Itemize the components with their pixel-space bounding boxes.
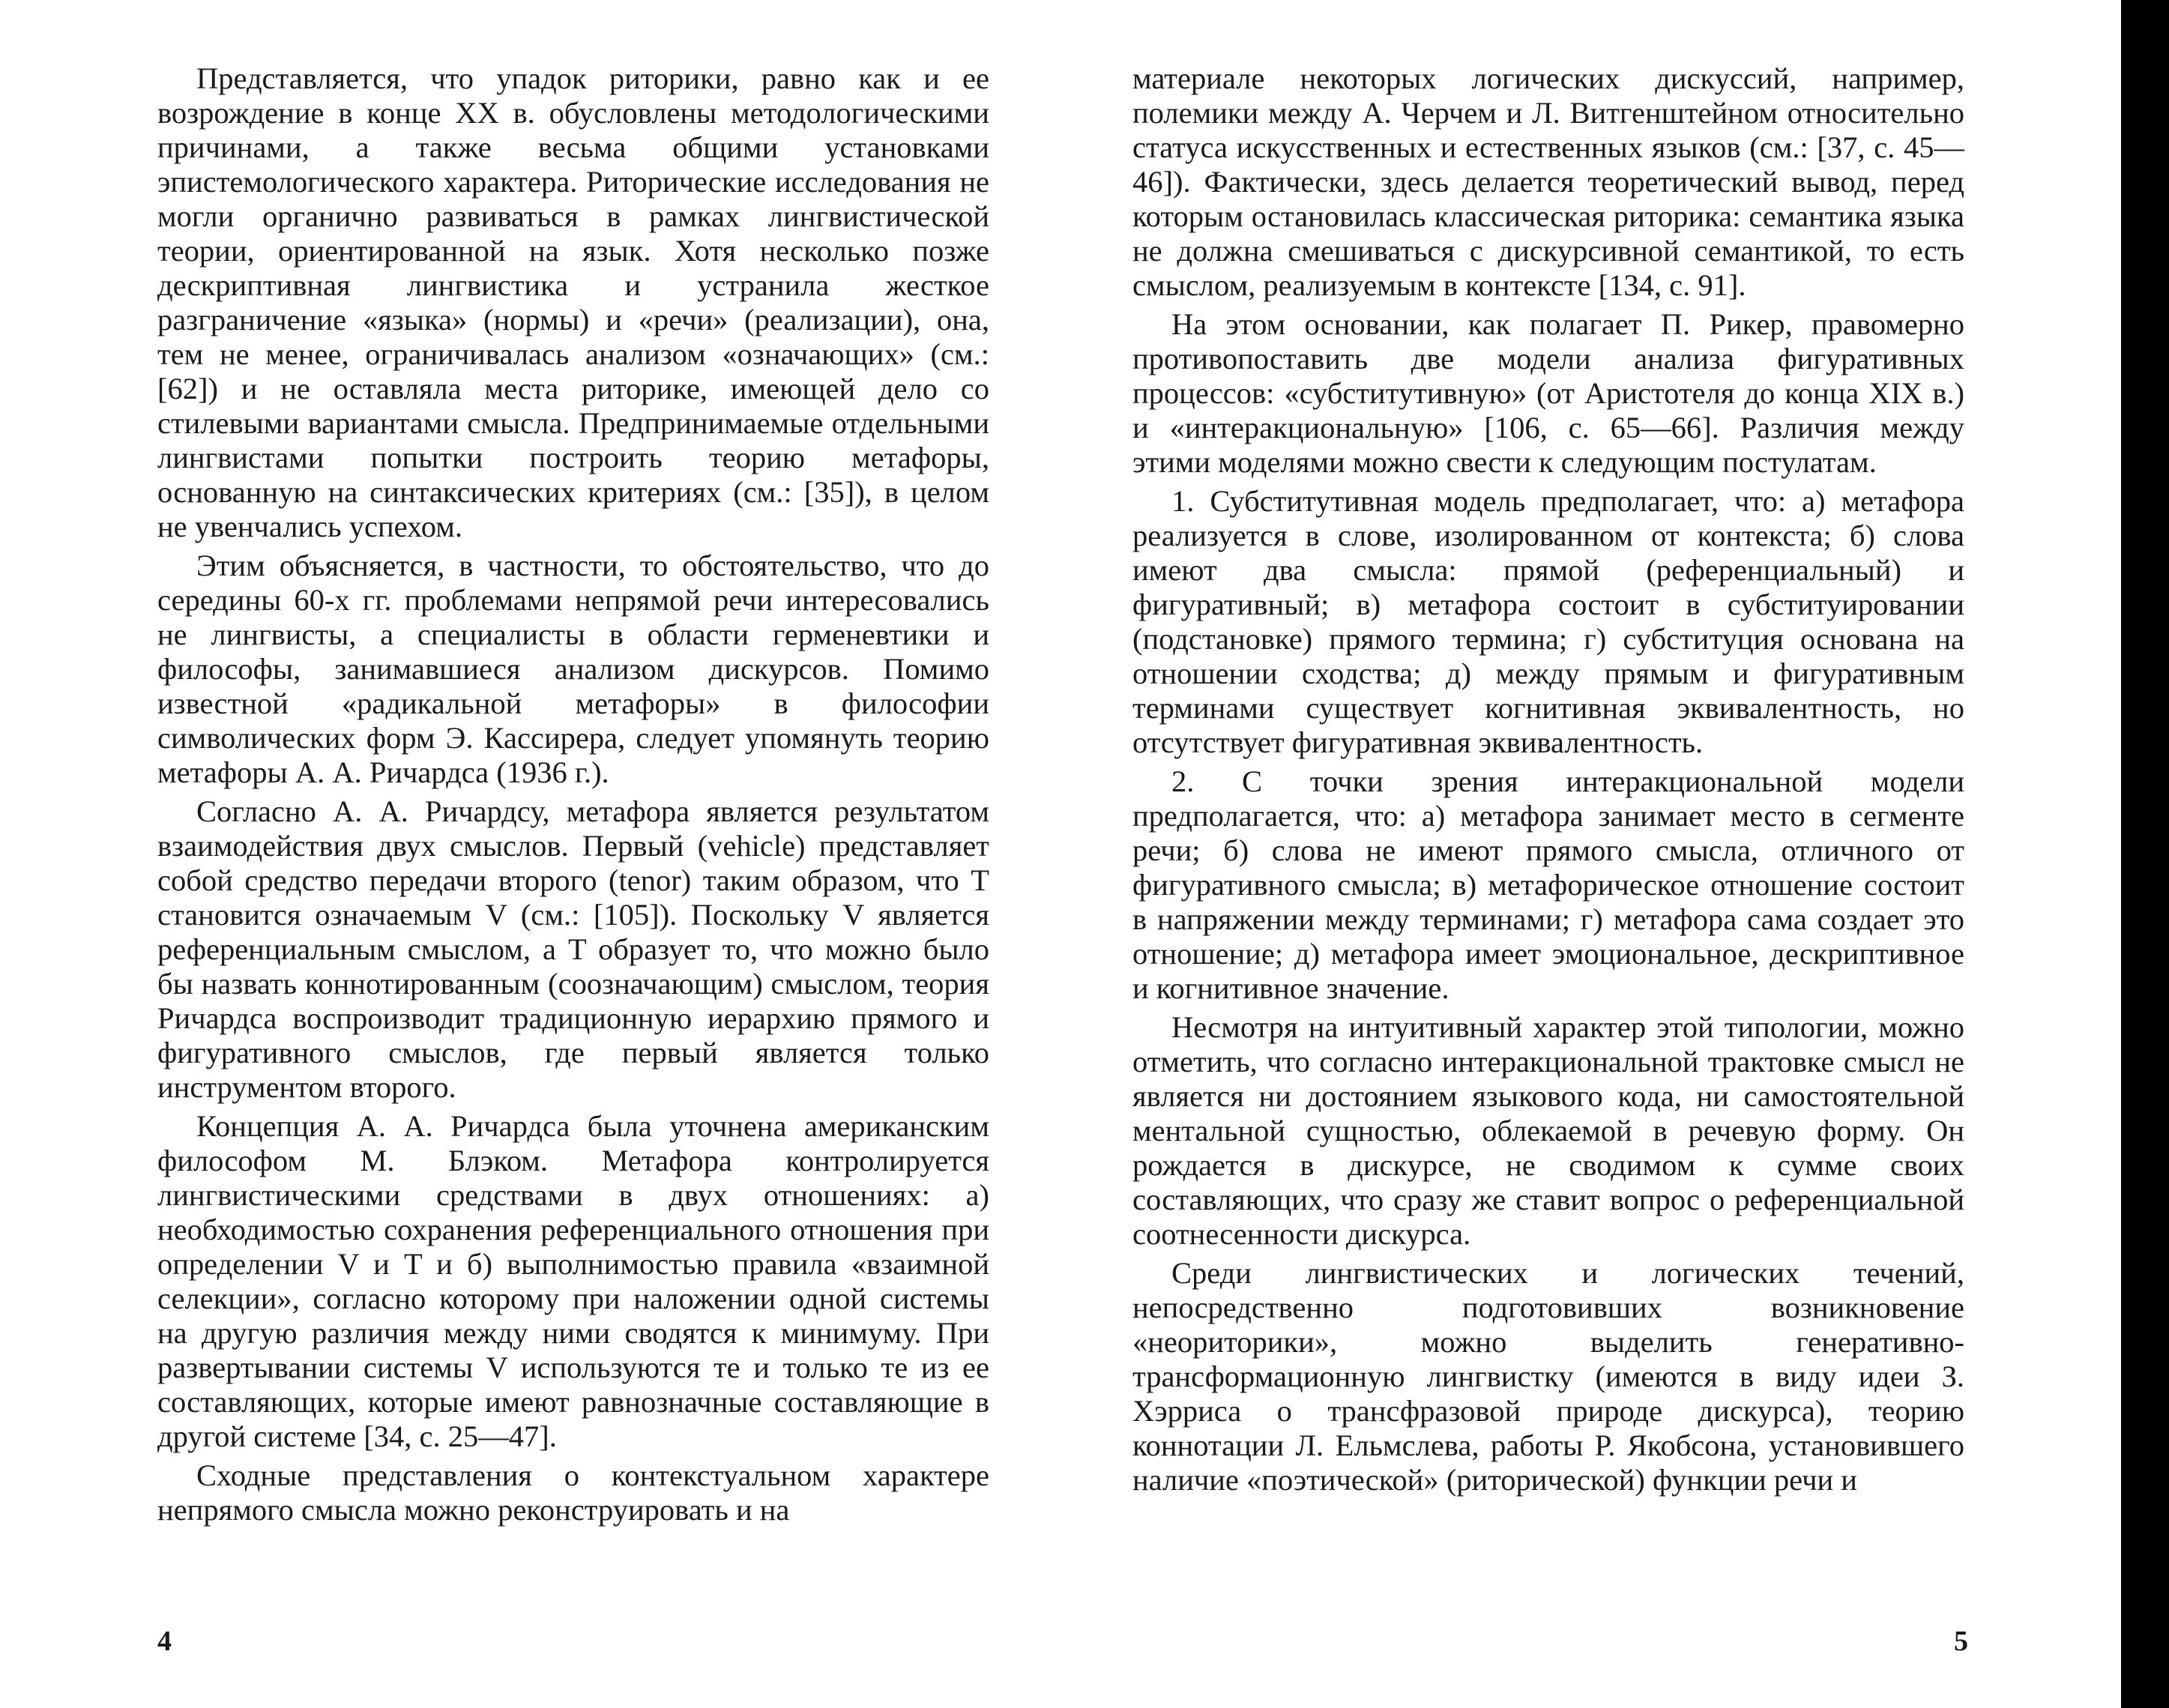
right-page-number: 5 [1954, 1626, 1968, 1657]
right-paragraph-4: 2. С точки зрения интеракциональной модели предполагается, что: а) метафора занимает место в сегменте речи; б) слова не имеют прямого смысла, отличного от фигуративного смысла; в) метафорическое отношение состоит в напряжении между терминами; г) метафора сама создает это отношение; д) метафора имеет эмоциональное, дескриптивное и когнитивное значение. [1132, 764, 1964, 1005]
left-paragraph-5: Сходные представления о контекстуальном характере непрямого смысла можно реконструировать и на [157, 1458, 989, 1527]
left-page [0, 0, 1084, 1708]
right-page [1084, 0, 2169, 1708]
right-paragraph-2: На этом основании, как полагает П. Рикер, правомерно противопоставить две модели анализа фигуративных процессов: «субститутивную» (от Аристотеля до конца XIX в.) и «интеракциональную» [106, с. 65—66]. Различия между этими моделями можно свести к следующим постулатам. [1132, 307, 1964, 479]
right-paragraph-3: 1. Субститутивная модель предполагает, что: а) метафора реализуется в слове, изолированном от контекста; б) слова имеют два смысла: прямой (референциальный) и фигуративный; в) метафора состоит в субституировании (подстановке) прямого термина; г) субституция основана на отношении сходства; д) между прямым и фигуративным терминами существует когнитивная эквивалентность, но отсутствует фигуративная эквивалентность. [1132, 484, 1964, 759]
right-paragraph-1: материале некоторых логических дискуссий, например, полемики между А. Черчем и Л. Витгенштейном относительно статуса искусственных и естественных языков (см.: [37, с. 45—46]). Фактически, здесь делается теоретический вывод, перед которым остановилась классическая риторика: семантика языка не должна смешиваться с дискурсивной семантикой, то есть смыслом, реализуемым в контексте [134, с. 91]. [1132, 61, 1964, 302]
right-paragraph-6: Среди лингвистических и логических течений, непосредственно подготовивших возникновение «неориторики», можно выделить генеративно-трансформационную лингвистку (имеются в виду идеи З. Хэрриса о трансфразовой природе дискурса), теорию коннотации Л. Ельмслева, работы Р. Якобсона, установившего наличие «поэтической» (риторической) функции речи и [1132, 1256, 1964, 1497]
left-paragraph-2: Этим объясняется, в частности, то обстоятельство, что до середины 60-х гг. проблемами непрямой речи интересовались не лингвисты, а специалисты в области герменевтики и философы, занимавшиеся анализом дискурсов. Помимо известной «радикальной метафоры» в философии символических форм Э. Кассирера, следует упомянуть теорию метафоры А. А. Ричардса (1936 г.). [157, 549, 989, 789]
right-paragraph-5: Несмотря на интуитивный характер этой типологии, можно отметить, что согласно интеракциональной трактовке смысл не является ни достоянием языкового кода, ни самостоятельной ментальной сущностью, облекаемой в речевую форму. Он рождается в дискурсе, не сводимом к сумме своих составляющих, что сразу же ставит вопрос о референциальной соотнесенности дискурса. [1132, 1010, 1964, 1251]
left-paragraph-3: Согласно А. А. Ричардсу, метафора является результатом взаимодействия двух смыслов. Первый (vehicle) представляет собой средство передачи второго (tenor) таким образом, что T становится означаемым V (см.: [105]). Поскольку V является референциальным смыслом, а T образует то, что можно было бы назвать коннотированным (соозначающим) смыслом, теория Ричардса воспроизводит традиционную иерархию прямого и фигуративного смыслов, где первый является только инструментом второго. [157, 794, 989, 1104]
right-page-text-column [1132, 61, 1964, 1502]
left-page-number: 4 [157, 1626, 172, 1657]
left-paragraph-4: Концепция А. А. Ричардса была уточнена американским философом М. Блэком. Метафора контролируется лингвистическими средствами в двух отношениях: а) необходимостью сохранения референциального отношения при определении V и T и б) выполнимостью правила «взаимной селекции», согласно которому при наложении одной системы на другую различия между ними сводятся к минимуму. При развертывании системы V используются те и только те из ее составляющих, которые имеют равнозначные составляющие в другой системе [34, с. 25—47]. [157, 1109, 989, 1453]
left-page-text-column [157, 61, 989, 1532]
left-paragraph-1: Представляется, что упадок риторики, равно как и ее возрождение в конце XX в. обусловлены методологическими причинами, а также весьма общими установками эпистемологического характера. Риторические исследования не могли органично развиваться в рамках лингвистической теории, ориентированной на язык. Хотя несколько позже дескриптивная лингвистика и устранила жесткое разграничение «языка» (нормы) и «речи» (реализации), она, тем не менее, ограничивалась анализом «означающих» (см.: [62]) и не оставляла места риторике, имеющей дело со стилевыми вариантами смысла. Предпринимаемые отдельными лингвистами попытки построить теорию метафоры, основанную на синтаксических критериях (см.: [35]), в целом не увенчались успехом. [157, 61, 989, 543]
scan-edge-bar [2121, 0, 2169, 1708]
